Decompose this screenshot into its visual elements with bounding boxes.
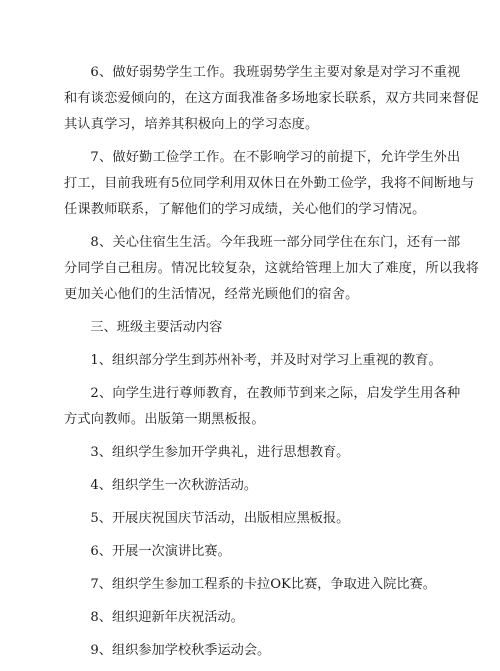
paragraph-weak-students [64, 60, 480, 138]
text-line: 和有谈恋爱倾向的，在这方面我准备多场地家长联系，双方共同来督促 [64, 91, 480, 106]
text-line: 2、向学生进行尊师教育，在教师节到来之际，启发学生用各种 [90, 386, 461, 401]
text-line: 7、做好勤工俭学工作。在不影响学习的前提下，允许学生外出 [90, 150, 461, 165]
text-line: 更加关心他们的生活情况，经常光顾他们的宿舍。 [64, 287, 359, 302]
activity-item: 5、开展庆祝国庆节活动，出版相应黑板报。 [90, 511, 350, 526]
section-heading: 三、班级主要活动内容 [90, 320, 223, 335]
text-line: 任课教师联系，了解他们的学习成绩，关心他们的学习情况。 [64, 202, 426, 217]
activity-item: 1、组织部分学生到苏州补考，并及时对学习上重视的教育。 [90, 353, 442, 368]
activity-item: 8、组织迎新年庆祝活动。 [90, 610, 244, 625]
paragraph-boarding-students [64, 230, 480, 308]
activity-item: 3、组织学生参加开学典礼，进行思想教育。 [90, 445, 350, 460]
activity-item: 4、组织学生一次秋游活动。 [90, 478, 258, 493]
activity-item: 9、组织参加学校秋季运动会。 [90, 643, 271, 658]
text-line: 打工，目前我班有5位同学利用双休日在外勤工俭学，我将不间断地与 [64, 176, 475, 191]
activity-item: 6、开展一次演讲比赛。 [90, 544, 231, 559]
text-line: 6、做好弱势学生工作。我班弱势学生主要对象是对学习不重视 [90, 65, 461, 80]
text-line: 其认真学习，培养其积极向上的学习态度。 [64, 117, 319, 132]
text-line: 8、关心住宿生生活。今年我班一部分同学住在东门，还有一部 [90, 235, 461, 250]
text-line: 分同学自己租房。情况比较复杂，这就给管理上加大了难度，所以我将 [64, 261, 480, 276]
activity-item [64, 381, 461, 433]
paragraph-work-study [64, 145, 475, 223]
text-line: 方式向教师。出版第一期黑板报。 [64, 412, 265, 427]
document-page [64, 60, 480, 671]
activity-item: 7、组织学生参加工程系的卡拉OK比赛，争取进入院比赛。 [90, 577, 436, 592]
